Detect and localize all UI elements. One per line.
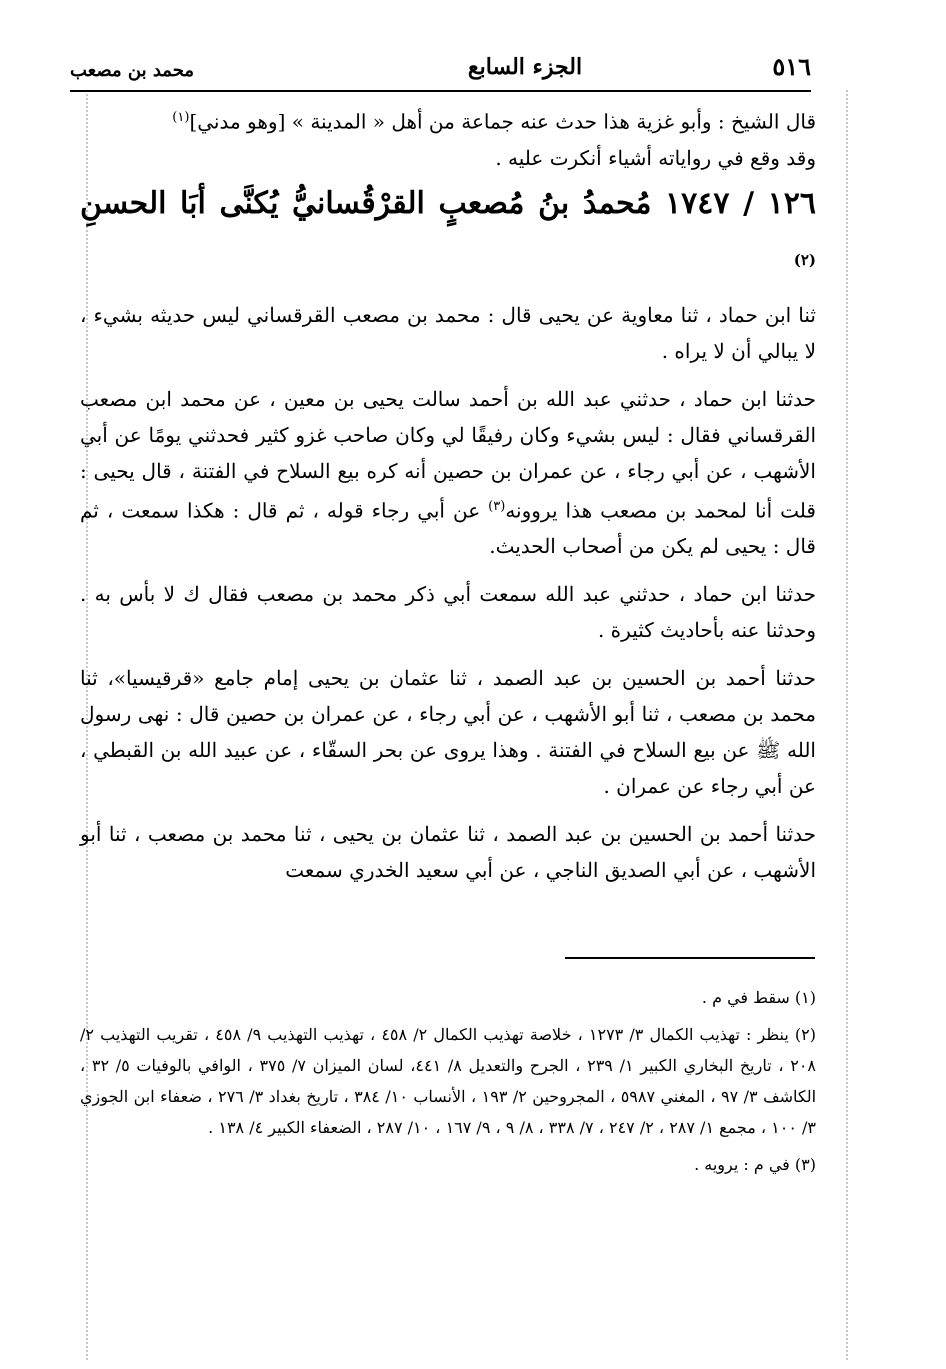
- paragraph-3: [80, 576, 816, 648]
- paragraph-text: ثنا ابن حماد ، ثنا معاوية عن يحيى قال : محمد بن مصعب القرقساني ليس حديثه بشيء ، لا يبالي أن لا يراه .: [80, 302, 816, 363]
- page-header: [70, 48, 811, 88]
- footnote-ref-1: (١): [172, 110, 190, 125]
- running-subject: محمد بن مصعب: [70, 60, 194, 81]
- paragraph-1: [80, 297, 816, 369]
- paragraph-text: حدثنا أحمد بن الحسين بن عبد الصمد ، ثنا عثمان بن يحيى ، ثنا محمد بن مصعب ، ثنا أبو الأشهب ، عن أبي الصديق الناجي ، عن أبي سعيد الخدري سمعت: [80, 822, 816, 883]
- main-text: [80, 100, 816, 900]
- paragraph-5: [80, 816, 816, 888]
- intro-paragraph: [80, 100, 816, 176]
- paragraph-4: [80, 660, 816, 804]
- footnote-2: (٢) ينظر : تهذيب الكمال ٣/ ١٢٧٣ ، خلاصة تهذيب الكمال ٢/ ٤٥٨ ، تهذيب التهذيب ٩/ ٤٥٨ ، تقريب التهذيب ٢/ ٢٠٨ ، تاريخ البخاري الكبير ١/ ٢٣٩ ، الجرح والتعديل ٨/ ٤٤١، لسان الميزان ٧/ ٣٧٥ ، الوافي بالوفيات ٥/ ٣٢ ، الكاشف ٣/ ٩٧ ، المغني ٥٩٨٧ ، المجروحين ٢/ ١٩٣ ، الأنساب ١٠/ ٣٨٤ ، تاريخ بغداد ٣/ ٢٧٦ ، ضعفاء ابن الجوزي ٣/ ١٠٠ ، مجمع ١/ ٢٨٧ ، ٢/ ٢٤٧ ، ٧/ ٣٣٨ ، ٨/ ٩ ، ٩/ ١٦٧ ، ١٠/ ٢٨٧ ، الضعفاء الكبير ٤/ ١٣٨ .: [80, 1025, 817, 1137]
- footnote-3: (٣) في م : يرويه .: [694, 1155, 816, 1174]
- footnote-separator: [565, 957, 815, 959]
- paragraph-2: [80, 381, 816, 565]
- intro-line-2: وقد وقع في رواياته أشياء أنكرت عليه .: [495, 145, 816, 170]
- intro-line-1: قال الشيخ : وأبو غزية هذا حدث عنه جماعة من أهل « المدينة » [وهو مدني]: [189, 109, 816, 134]
- scan-margin-right: [846, 90, 848, 1360]
- paragraph-text-cont: عن أبي رجاء قوله ، ثم قال : هكذا سمعت ، ثم قال : يحيى لم يكن من أصحاب الحديث.: [80, 498, 816, 559]
- paragraph-text: حدثنا ابن حماد ، حدثني عبد الله بن أحمد سالت يحيى بن معين ، عن محمد ابن مصعب القرقساني فقال : ليس بشيء وكان رفيقًا لي وكان صاحب غزو كثير فحدثني يومًا عن أبي الأشهب ، عن أبي رجاء ، عن عمران بن حصين أنه كره بيع السلاح في الفتنة ، قال يحيى : قلت أنا لمحمد بن مصعب هذا يروونه: [80, 386, 816, 523]
- footnote-1: (١) سقط في م .: [701, 988, 816, 1007]
- paragraph-text: حدثنا أحمد بن الحسين بن عبد الصمد ، ثنا عثمان بن يحيى إمام جامع «قرقيسيا»، ثنا محمد بن مصعب ، ثنا أبو الأشهب ، عن أبي رجاء ، عن عمران بن حصين قال : نهى رسول الله ﷺ عن بيع السلاح في الفتنة . وهذا يروى عن بحر السقّاء ، عن عبيد الله بن القبطي ، عن أبي رجاء عن عمران .: [80, 666, 816, 799]
- paragraph-text: حدثنا ابن حماد ، حدثني عبد الله سمعت أبي ذكر محمد بن مصعب فقال ك لا بأس به . وحدثنا عنه بأحاديث كثيرة .: [80, 582, 816, 643]
- entry-title: ١٢٦ / ١٧٤٧ مُحمدُ بنُ مُصعبٍ القرْقُسانيُّ يُكنَّى أبَا الحسنِ: [80, 185, 816, 221]
- header-rule: [70, 90, 811, 92]
- footnote-ref-2: (٢): [793, 250, 816, 269]
- footnote-ref-3: (٣): [488, 498, 506, 514]
- part-label: الجزء السابع: [467, 54, 583, 80]
- page-number: ٥١٦: [772, 52, 811, 81]
- footnotes: [80, 982, 816, 1186]
- entry-heading: [80, 176, 816, 295]
